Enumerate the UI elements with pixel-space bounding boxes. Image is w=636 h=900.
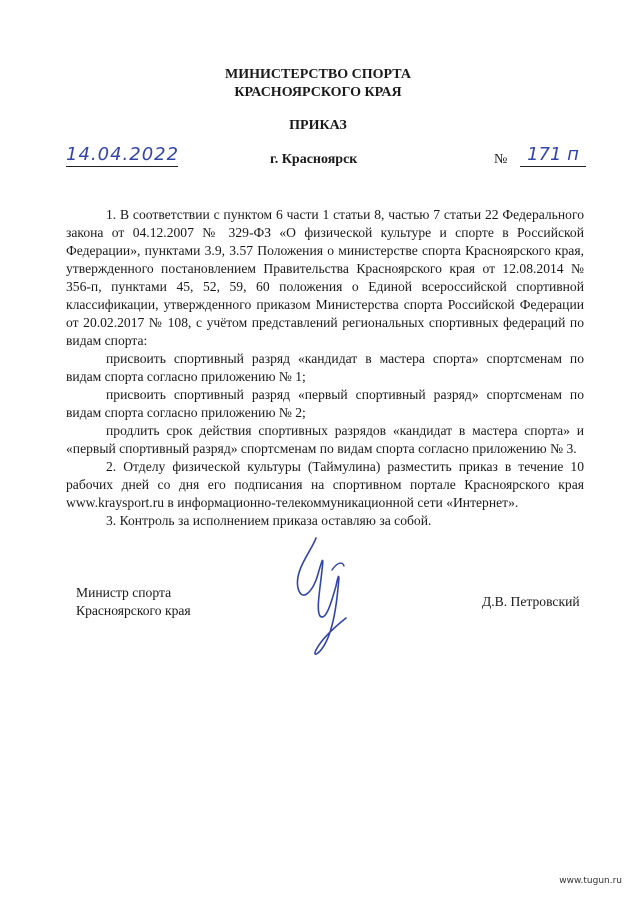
paragraph-1-item-1: присвоить спортивный разряд «кандидат в мастера спорта» спортсменам по видам спорта согласно приложению № 1; xyxy=(66,351,584,384)
paragraph-2: 2. Отделу физической культуры (Таймулина) разместить приказ в течение 10 рабочих дней со дня его подписания на спортивном портале Красноярского края www.kraysport.ru в информационно-телекоммуникационной сети «Интернет». xyxy=(66,459,584,510)
order-body xyxy=(66,206,584,530)
paragraph-3: 3. Контроль за исполнением приказа оставляю за собой. xyxy=(106,513,432,528)
signer-title-line-1: Министр спорта xyxy=(76,585,172,600)
signer-title-line-2: Красноярского края xyxy=(76,603,191,618)
paragraph-1-item-3: продлить срок действия спортивных разрядов «кандидат в мастера спорта» и «первый спортивный разряд» спортсменам по видам спорта согласно приложению № 3. xyxy=(66,423,584,456)
signer-title xyxy=(76,584,191,620)
handwritten-date: 14.04.2022 xyxy=(66,144,180,165)
handwritten-signature xyxy=(286,530,366,670)
number-sign: № xyxy=(494,152,508,167)
ministry-line-2: КРАСНОЯРСКОГО КРАЯ xyxy=(234,85,402,100)
date-line xyxy=(0,142,636,176)
city: г. Красноярск xyxy=(270,152,358,167)
handwritten-number: 171 п xyxy=(520,144,586,167)
paragraph-1: 1. В соответствии с пунктом 6 части 1 статьи 8, частью 7 статьи 22 Федерального закона от 04.12.2007 № 329-ФЗ «О физической культуре и спорте в Российской Федерации», пунктами 3.9, 3.57 Положения о министерстве спорта Красноярского края, утвержденного постановлением Правительства Красноярского края от 12.08.2014 № 356-п, пунктами 45, 52, 59, 60 положения о Единой всероссийской спортивной классификации, утвержденного приказом Министерства спорта Российской Федерации от 20.02.2017 № 108, с учётом представлений региональных спортивных федераций по видам спорта: xyxy=(66,207,584,348)
document-type: ПРИКАЗ xyxy=(289,118,347,133)
paragraph-1-item-2: присвоить спортивный разряд «первый спортивный разряд» спортсменам по видам спорта согласно приложению № 2; xyxy=(66,387,584,420)
ministry-line-1: МИНИСТЕРСТВО СПОРТА xyxy=(225,67,411,82)
ministry-header xyxy=(0,66,636,102)
signer-name: Д.В. Петровский xyxy=(482,594,580,609)
watermark: www.tugun.ru xyxy=(559,876,622,886)
